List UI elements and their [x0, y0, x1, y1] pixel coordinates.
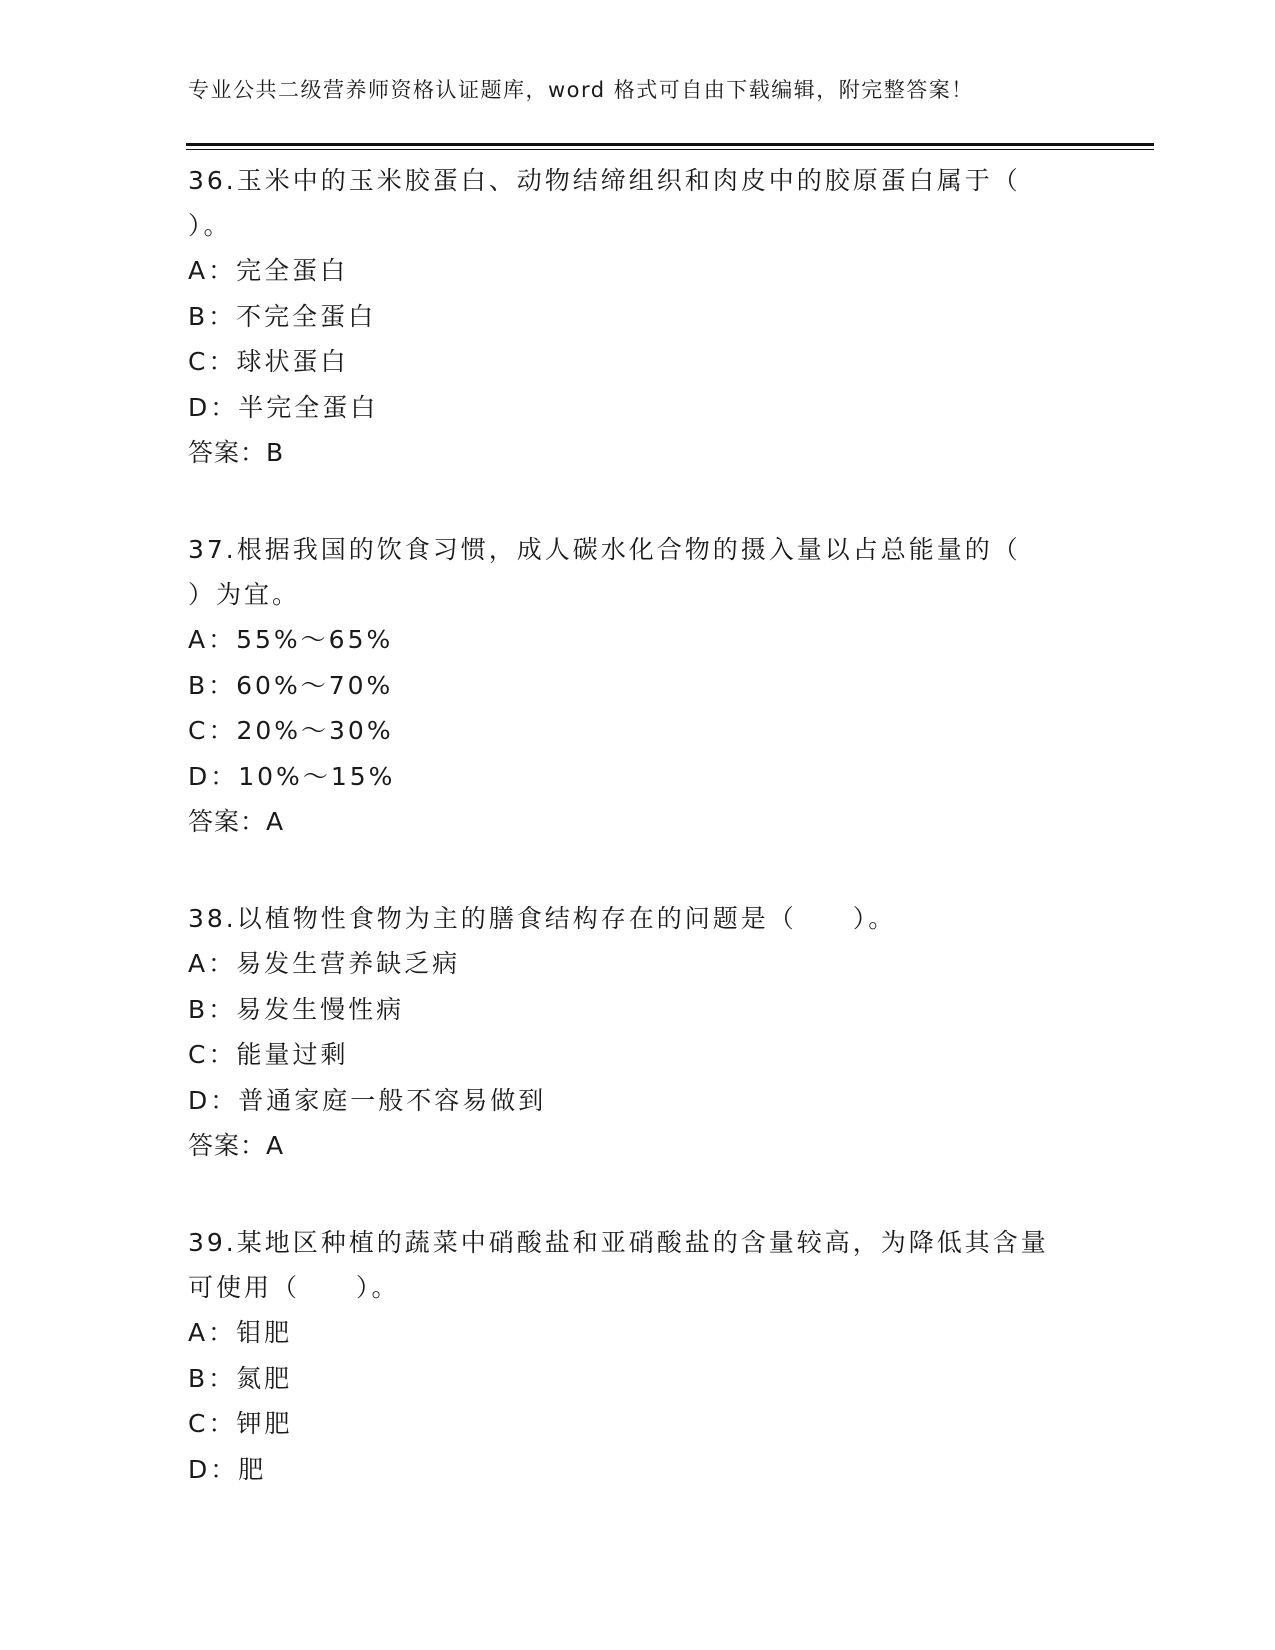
- option-b: B：易发生慢性病: [188, 994, 405, 1024]
- page-header: 专业公共二级营养师资格认证题库，word 格式可自由下载编辑，附完整答案！: [188, 78, 974, 102]
- option-a: A：55%～65%: [188, 625, 394, 654]
- option-b: B：氮肥: [188, 1363, 293, 1393]
- question-36: [188, 158, 1088, 475]
- option-a: A：完全蛋白: [188, 256, 349, 285]
- answer: 答案：A: [188, 807, 285, 836]
- option-c: C：球状蛋白: [188, 347, 349, 376]
- question-stem: [188, 527, 1088, 617]
- header-rule-thick: [186, 143, 1154, 146]
- header-rule-thin: [186, 149, 1154, 150]
- answer: 答案：A: [188, 1131, 285, 1160]
- question-39: [188, 1220, 1088, 1492]
- question-stem: [188, 1220, 1088, 1310]
- option-b: B：60%～70%: [188, 670, 394, 700]
- stem-line: ）为宜。: [188, 580, 301, 609]
- answer: 答案：B: [188, 438, 285, 467]
- option-b: B：不完全蛋白: [188, 301, 377, 331]
- option-d: D：半完全蛋白: [188, 392, 379, 422]
- option-d: D：10%～15%: [188, 761, 396, 791]
- question-list: [188, 158, 1088, 1492]
- stem-line: 38.以植物性食物为主的膳食结构存在的问题是（ ）。: [188, 904, 897, 933]
- stem-line: 36.玉米中的玉米胶蛋白、动物结缔组织和肉皮中的胶原蛋白属于（: [188, 166, 1021, 195]
- option-d: D：肥: [188, 1454, 267, 1484]
- option-a: A：钼肥: [188, 1318, 293, 1347]
- stem-line: 37.根据我国的饮食习惯，成人碳水化合物的摄入量以占总能量的（: [188, 535, 1021, 564]
- question-38: [188, 896, 1088, 1168]
- stem-line: 可使用（ ）。: [188, 1273, 400, 1302]
- option-d: D：普通家庭一般不容易做到: [188, 1085, 547, 1115]
- stem-line: 39.某地区种植的蔬菜中硝酸盐和亚硝酸盐的含量较高，为降低其含量: [188, 1228, 1049, 1257]
- question-stem: [188, 896, 1088, 941]
- option-c: C：钾肥: [188, 1409, 293, 1438]
- option-c: C：20%～30%: [188, 716, 394, 745]
- question-stem: [188, 158, 1088, 248]
- stem-line: ）。: [188, 211, 232, 240]
- option-a: A：易发生营养缺乏病: [188, 949, 461, 978]
- question-37: [188, 527, 1088, 844]
- option-c: C：能量过剩: [188, 1040, 349, 1069]
